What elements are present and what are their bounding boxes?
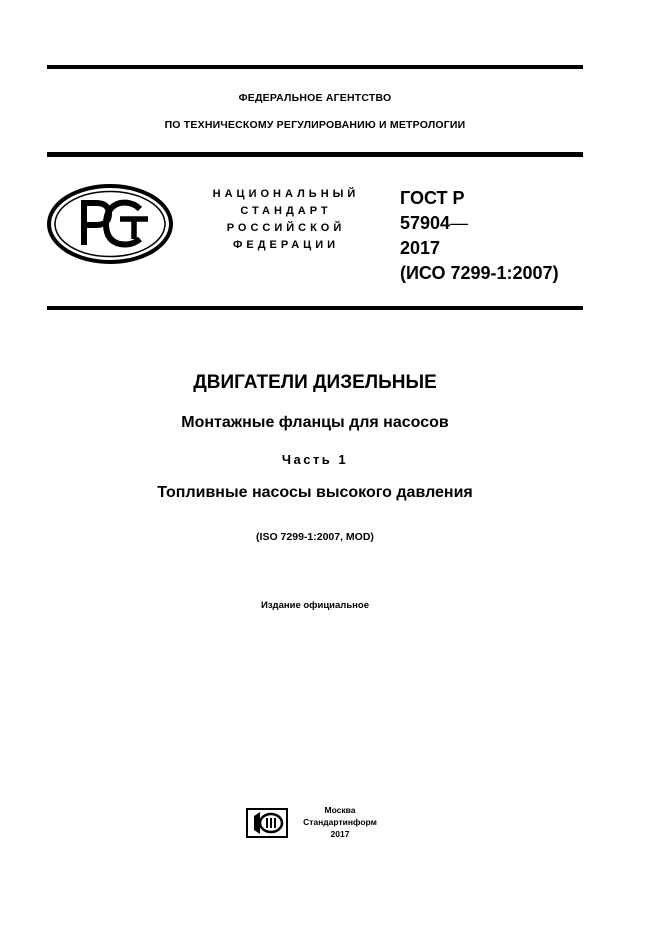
natstd-line-2: СТАНДАРТ: [240, 205, 332, 217]
designation-number: 57904: [400, 213, 451, 233]
part-title: Топливные насосы высокого давления: [157, 484, 473, 501]
publisher-city: Москва: [324, 805, 356, 815]
natstd-line-4: ФЕДЕРАЦИИ: [232, 239, 340, 251]
part-number: Часть 1: [281, 452, 349, 467]
title-rule: [47, 306, 583, 310]
designation-prefix: ГОСТ Р: [400, 188, 465, 208]
national-standard-label: [190, 186, 382, 254]
edition-label: Издание официальное: [261, 600, 369, 611]
publisher-year: 2017: [330, 829, 350, 839]
publisher-name: Стандартинформ: [303, 817, 377, 827]
header-rule: [47, 152, 583, 157]
designation-number-line: [400, 211, 559, 236]
natstd-line-3: РОССИЙСКОЙ: [226, 222, 346, 234]
document-title: ДВИГАТЕЛИ ДИЗЕЛЬНЫЕ: [193, 372, 437, 393]
designation-year: 2017: [400, 238, 441, 258]
publisher-block: [292, 804, 388, 840]
agency-line-2: ПО ТЕХНИЧЕСКОМУ РЕГУЛИРОВАНИЮ И МЕТРОЛОГИИ: [164, 119, 466, 131]
standard-designation: [400, 186, 559, 286]
iso-reference: (ISO 7299-1:2007, MOD): [256, 531, 374, 543]
agency-line-1: ФЕДЕРАЛЬНОЕ АГЕНТСТВО: [238, 92, 392, 104]
top-rule: [47, 65, 583, 69]
standartinform-logo-icon: [246, 808, 288, 838]
document-subtitle: Монтажные фланцы для насосов: [181, 414, 449, 431]
designation-iso: (ИСО 7299-1:2007): [400, 263, 559, 283]
designation-dash: —: [450, 213, 469, 233]
rst-gost-emblem-icon: [46, 183, 174, 265]
natstd-line-1: НАЦИОНАЛЬНЫЙ: [212, 188, 360, 200]
